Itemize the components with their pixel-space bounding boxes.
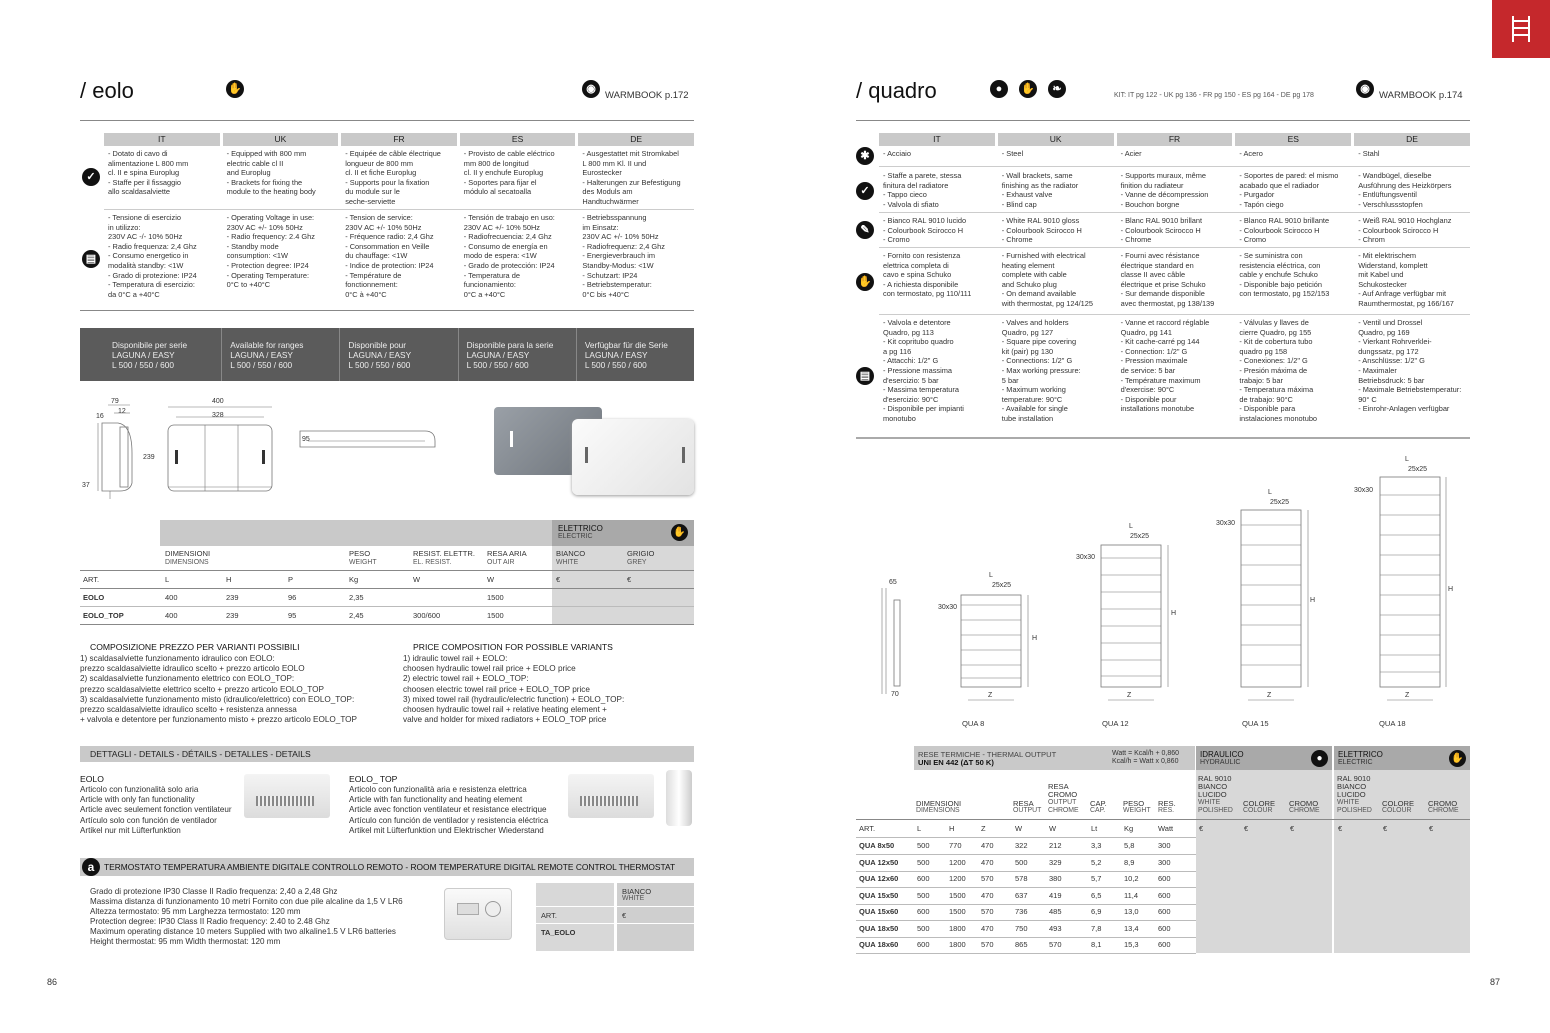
palette-icon: ✎ [856,221,874,239]
eolo-grey-led [510,431,513,447]
spec-text: - Tensione di esercizio in utilizzo: 230V AC -/- 10% 50Hz - Radio frequenza: 2,4 Ghz - Consumo energetico in modalità standby: <1W - Grado di protezione: IP24 - Temperatura di esercizio: da 0°C a +40°C [108,213,197,299]
spec-text: - Staffe a parete, stessa finitura del radiatore - Tappo cieco - Valvola di sfiato [883,171,962,209]
dim-95: 95 [302,436,310,443]
cell-value: 7,8 [1091,923,1102,933]
table-row: EOLO_TOP 400 239 95 2,45 300/600 1500 [83,611,504,620]
thermo-table-right [617,883,694,951]
dim-h: H [1310,597,1316,604]
cell-value: 600 [917,907,930,916]
cell-value: Lt [1091,824,1098,833]
electric-label: ELECTRIC [1338,759,1373,766]
dim-l: L [989,572,993,579]
cell-value: € [1383,824,1388,833]
dim-79: 79 [111,398,119,405]
cell-value: Kg [1124,824,1134,833]
spec-text: - Tension de service: 230V AC +/- 10% 50Hz - Fréquence radio: 2,4 Ghz - Consommation en Veille du chauffage: <1W - Indice de protection: IP24 - Température de fonctionnement: 0°C à +40°C [345,213,434,299]
eolo-white-led [682,447,685,463]
cell-value: 865 [1015,940,1028,949]
eolotop-detail-photo [568,774,654,818]
colour-hydraulic: COLOUR [1243,807,1273,814]
cell-value: 6,9 [1091,907,1102,916]
dim-h: H [1448,586,1454,593]
thermal-output-band [914,746,1195,770]
specs-block-1 [104,149,694,207]
col-cap-sub: CAP. [1090,807,1106,814]
thermo-bianco: BIANCO [622,887,652,896]
qua15-label: QUA 15 [1242,719,1269,728]
page-number-right: 87 [1490,977,1501,987]
dim-25x25: 25x25 [992,582,1012,589]
row-label: ART. [859,824,876,833]
qua18-label: QUA 18 [1379,719,1406,728]
cell-value: 570 [981,874,994,883]
cell-value: 15,3 [1124,940,1139,949]
cell-value: 600 [917,874,930,883]
dim-25x25: 25x25 [1408,466,1428,473]
cell-value: Watt [1158,824,1174,833]
spec-text: - Ventil und Drossel Quadro, pg 169 - Vierkant Rohrverklei- dungssatz, pg 172 - Anschlüsse: 1/2" G - Maximaler Betriebsdruck: 5 bar - Maximale Betriebstemperatur: 90° C - Einrohr-Anlagen verfügbar [1358,318,1462,414]
spec-text: - Provisto de cable eléctrico mm 800 de longitud cl. II y enchufe Europlug - Soportes para fijar el módulo al secatoalla [463,149,555,197]
cell-value: 5,8 [1124,841,1135,850]
cell-value: L [917,824,922,833]
col-resa: RESA [1013,799,1034,808]
spec-text: - Vanne et raccord réglable Quadro, pg 141 - Kit cache-carré pg 144 - Connection: 1/2" G - Pression maximale de service: 5 bar - Température maximum d'exercise: 90°C - Disponible pour installations monotube [1120,318,1210,414]
spec-text: - Tensión de trabajo en uso: 230V AC +/- 10% 50Hz - Radiofrecuencia: 2,4 Ghz - Consumo de energía en modo de espera: <1W - Grado de protección: IP24 - Temperatura de funcionamiento: 0°C a +40°C [463,213,555,299]
cell-value: 500 [917,890,930,900]
white-polished-hydraulic: WHITE POLISHED [1198,799,1233,814]
lang-header-de: DE [578,133,694,146]
uni-standard: UNI EN 442 (ΔT 50 K) [918,758,994,767]
dim-z: Z [1127,692,1132,699]
spec-text: - Equipée de câble électrique longueur de 800 mm cl. II et fiche Europlug - Supports pour la fixation du module sur le seche-serviette [345,149,441,206]
qua12-label: QUA 12 [1102,719,1129,728]
cell-value: 500 [917,857,930,867]
eolotop-detail-title: EOLO_ TOP [349,774,398,784]
dim-l: L [1129,523,1133,530]
table-row [856,921,1470,937]
cell-value: 600 [1158,907,1171,916]
cell-value: 1500 [949,907,966,916]
colour-electric: COLOUR [1382,807,1412,814]
table-row [856,871,1470,887]
cell-value: 500 [1015,857,1028,867]
lang-header-fr: FR [341,133,457,146]
dim-239: 239 [143,454,155,461]
availability-text: Disponible para la serie LAGUNA / EASY L 500 / 550 / 600 [459,328,577,381]
cell-value: 419 [1049,890,1062,900]
spec-text: - Mit elektrischem Widerstand, komplett mit Kabel und Schukostecker - Auf Anfrage verfügbar mit Raumthermostat, pg 166/167 [1358,251,1454,308]
cell-value: 300 [1158,841,1171,850]
col-resist: RESIST. ELETTR. EL. RESIST. [413,549,476,566]
cell-value: 1800 [949,940,966,949]
spec-text: - Fourni avec résistance électrique standard en classe II avec câble électrique et prise Schuko - Sur demande disponible avec thermostat, pg 138/139 [1120,251,1215,308]
cell-value: 600 [1158,874,1171,883]
cell-value: 600 [1158,923,1171,933]
cell-value: 470 [981,857,994,867]
dim-12: 12 [118,408,126,415]
lang-header-es: ES [1235,133,1351,146]
dim-65: 65 [889,579,897,586]
watt-conversion: Watt = Kcal/h + 0,860 [1112,750,1180,757]
water-drop-icon: ● [990,80,1008,98]
hydraulic-label: HYDRAULIC [1200,759,1241,766]
dim-30x30: 30x30 [1076,554,1096,561]
water-drop-icon: ● [1311,750,1328,767]
lang-header-it: IT [879,133,995,146]
cell-value: 770 [949,841,962,850]
cell-value: € [1244,824,1249,833]
spec-text: - Blanc RAL 9010 brillant - Colourbook Scirocco H - Chrome [1120,216,1203,245]
spec-text: - Fornito con resistenza elettrica completa di cavo e spina Schuko - A richiesta disponibile con termostato, pg 110/111 [883,251,972,299]
spec-text: - Supports muraux, même finition du radiateur - Vanne de décompression - Bouchon borgne [1120,171,1209,209]
col-grigio: GRIGIO GREY [627,549,655,566]
book-icon: ▤ [856,367,874,385]
composition-it-title: COMPOSIZIONE PREZZO PER VARIANTI POSSIBILI [90,642,300,652]
cell-value: 8,1 [1091,940,1102,949]
elettrico-header [552,520,694,546]
thermostat-title: TERMOSTATO TEMPERATURA AMBIENTE DIGITALE CONTROLLO REMOTO - ROOM TEMPERATURE DIGITAL REMOTE CONTROL THERMOSTAT [104,862,676,872]
colore-electric: COLORE [1382,799,1415,808]
cromo-hydraulic: CROMO [1289,799,1319,808]
dim-30x30: 30x30 [1216,520,1236,527]
quadro-title: / quadro [856,78,937,103]
row-label: QUA 18x60 [859,940,899,949]
dim-400: 400 [212,398,224,405]
qua8-drawing [961,595,1028,700]
kcal-conversion: Kcal/h = Watt x 0,860 [1112,758,1179,765]
cell-value: 300 [1158,857,1171,867]
col-weight: WEIGHT [1123,807,1151,814]
cell-value: 5,7 [1091,874,1102,883]
lang-header-it: IT [104,133,220,146]
cell-value: 6,5 [1091,890,1102,900]
electric-label: ELECTRIC [558,533,593,540]
electric-hand-icon: ✋ [1449,750,1466,767]
dim-328: 328 [212,412,224,419]
cromo-electric: CROMO [1428,799,1458,808]
col-dimensions: DIMENSIONS [916,807,960,814]
table-row [856,937,1470,953]
dim-16: 16 [96,413,104,420]
spec-text: - Acciaio [883,149,911,158]
spec-text: - Steel [1001,149,1024,158]
check-icon: ✓ [82,168,100,186]
cell-value: 212 [1049,841,1062,850]
cell-value: H [949,824,955,833]
warmbook-link[interactable]: WARMBOOK p.174 [1379,90,1463,101]
dim-l: L [1405,456,1409,463]
dim-z: Z [988,692,993,699]
warmbook-link[interactable]: WARMBOOK p.172 [605,90,689,101]
dim-h: H [1032,635,1038,642]
white-polished-electric: WHITE POLISHED [1337,799,1372,814]
eolo-table-band [160,520,552,546]
col-dimensioni: DIMENSIONI DIMENSIONS [165,549,211,566]
spec-text: - Weiß RAL 9010 Hochglanz - Colourbook Scirocco H - Chrom [1358,216,1452,245]
cell-value: 600 [917,940,930,949]
eolo-technical-drawing [80,395,480,505]
lang-header-fr: FR [1117,133,1233,146]
thermo-art: ART. [541,911,557,920]
lang-header-de: DE [1354,133,1470,146]
dim-30x30: 30x30 [1354,487,1374,494]
page-number-left: 86 [47,977,58,987]
eolotop-detail-text: Articolo con funzionalità aria e resistenza elettrica Article with fan functionality and heating element Article avec fonction ventilateur et resistance electrique Artículo con función de ventilador y resistencia eléctrica Artikel mit Lüfterfunktion und Elektrischer Wiederstand [349,785,549,835]
cell-value: 736 [1015,907,1028,916]
book-icon: ▤ [82,250,100,268]
row-label: QUA 8x50 [859,841,895,850]
check-icon: ✓ [856,182,874,200]
units-row [856,821,1470,837]
cell-value: 1500 [949,890,966,900]
availability-text: Verfügbar für die Serie LAGUNA / EASY L 500 / 550 / 600 [584,340,668,370]
cell-value: Z [981,824,986,833]
cell-value: 578 [1015,874,1028,883]
spec-text: - Dotato di cavo di alimentazione L 800 mm cl. II e spina Europlug - Staffe per il fissaggio allo scaldasalviette [108,149,189,197]
availability-text: Available for ranges LAGUNA / EASY L 500 / 550 / 600 [222,328,340,381]
cell-value: 493 [1049,923,1062,933]
spec-text: - Se suministra con resistencia eléctrica, con cable y enchufe Schuko - Disponible bajo petición con termostato, pg 152/153 [1239,251,1330,299]
row-label: QUA 18x50 [859,923,899,933]
colore-hydraulic: COLORE [1243,799,1276,808]
availability-text: Disponibile per serie LAGUNA / EASY L 500 / 550 / 600 [104,328,222,381]
spec-text: - Soportes de pared: el mismo acabado que el radiador - Purgador - Tapón ciego [1239,171,1339,209]
col-resa-aria: RESA ARIA OUT AIR [487,549,527,566]
row-label: QUA 15x50 [859,890,899,900]
spec-text: - Valvola e detentore Quadro, pg 113 - Kit copritubo quadro a pg 116 - Attacchi: 1/2" G - Pressione massima d'esercizio: 5 bar - Massima temperatura d'esercizio: 90°C - Disponibile per impianti monotubo [883,318,964,423]
spec-text: - Bianco RAL 9010 lucido - Colourbook Scirocco H - Cromo [883,216,967,245]
eolo-detail-photo [244,774,330,818]
thermo-white: WHITE [622,895,645,902]
dim-30x30: 30x30 [938,604,958,611]
col-output: OUTPUT [1013,807,1042,814]
cell-value: 750 [1015,923,1028,933]
quadro-technical-drawings [856,450,1470,740]
cell-value: 13,0 [1124,907,1139,916]
spec-row-finishes [879,216,1470,245]
row-label: QUA 12x50 [859,857,899,867]
dim-z: Z [1267,692,1272,699]
idraulico-header [1196,746,1332,770]
leaf-icon: ❧ [1048,80,1066,98]
category-tab [1492,0,1550,58]
letter-a-icon: a [82,858,100,876]
lang-header-es: ES [460,133,576,146]
lang-header-row [879,133,1470,146]
cell-value: € [1199,824,1204,833]
cell-value: 600 [1158,940,1171,949]
row-label: QUA 12x60 [859,874,899,883]
cell-value: 600 [1158,890,1171,900]
cell-value: 380 [1049,874,1062,883]
cell-value: € [1290,824,1295,833]
cell-value: 11,4 [1124,890,1139,900]
spec-text: - Wall brackets, same finishing as the radiator - Exhaust valve - Blind cap [1001,171,1079,209]
col-peso: PESO [1123,799,1145,808]
cell-value: 570 [981,907,994,916]
hand-icon: ✋ [226,80,244,98]
cell-value: 1200 [949,874,966,883]
lang-header-uk: UK [998,133,1114,146]
qua8-label: QUA 8 [962,719,985,728]
chrome-electric: CHROME [1428,807,1459,814]
kit-reference: KIT: IT pg 122 - UK pg 136 - FR pg 150 - ES pg 164 - DE pg 178 [1114,92,1314,99]
spec-text: - Betriebsspannung im Einsatz: 230V AC +/- 10% 50Hz - Radiofrequenz: 2,4 Ghz - Energieverbrauch im Standby-Modus: <1W - Schutzart: IP24 - Betriebstemperatur: 0°C bis +40°C [582,213,665,299]
electric-hand-icon: ✋ [856,273,874,291]
dim-l: L [1268,489,1272,496]
ral-bianco-electric: RAL 9010 BIANCO LUCIDO [1337,774,1371,799]
cell-value: 13,4 [1124,923,1139,933]
cell-value: 8,9 [1124,857,1135,867]
elettrico-header [1334,746,1470,770]
col-bianco: BIANCO WHITE [556,549,586,566]
cell-value: 3,3 [1091,841,1102,850]
spec-text: - Acero [1239,149,1263,158]
spec-text: - Operating Voltage in use: 230V AC +/- 10% 50Hz - Radio frequency: 2.4 Ghz - Standby mode consumption: <1W - Protection degree: IP24 - Operating Temperature: 0°C to +40°C [226,213,315,290]
cell-value: 470 [981,923,994,933]
thermo-euro: € [622,911,627,920]
spec-text: - Valves and holders Quadro, pg 127 - Square pipe covering kit (pair) pg 130 - Connections: 1/2" G - Max working pressure: 5 bar - Maximum working temperature: 90°C - Available for single tube installation [1001,318,1081,423]
table-row [856,855,1470,871]
cell-value: € [1338,824,1343,833]
eolo-title: / eolo [80,78,134,103]
camera-icon: ◉ [582,80,600,98]
cell-value: 329 [1049,857,1062,867]
table-row [856,888,1470,904]
qua12-drawing [1101,545,1168,700]
chrome-hydraulic: CHROME [1289,807,1320,814]
cell-value: 500 [917,841,930,850]
ral-bianco-hydraulic: RAL 9010 BIANCO LUCIDO [1198,774,1232,799]
towel-rail-icon [1492,0,1550,58]
thermo-code: TA_EOLO [541,928,576,937]
composition-it-text: 1) scaldasalviette funzionamento idraulico con EOLO: prezzo scaldasalviette idraulico scelto + prezzo articolo EOLO 2) scaldasalviette funzionamento elettrico con EOLO_TOP: prezzo scaldasalviette elettrico scelto + prezzo articolo EOLO_TOP 3) scaldasalviette funzionamento misto (idraulico/elettrico) con EOLO_TOP: prezzo scaldasalviette idraulico scelto + resistenza annessa + valvola e detentore per funzionamento misto + prezzo articolo EOLO_TOP [80,654,358,725]
spec-row-material [879,149,1470,159]
cell-value: 570 [1049,940,1062,949]
dim-h: H [1171,610,1177,617]
spec-text: - Wandbügel, dieselbe Ausführung des Heizkörpers - Entlüftungsventil - Verschlussstopfen [1358,171,1452,209]
thermal-output-title: RESE TERMICHE - THERMAL OUTPUT [918,750,1057,759]
dim-25x25: 25x25 [1130,533,1150,540]
thermostat-text: Grado di protezione IP30 Classe II Radio frequenza: 2,40 a 2,48 Ghz Massima distanza di funzionamento 10 metri Fornito con due pile alcaline da 1,5 V LR6 Altezza termostato: 95 mm Larghezza termostato: 120 mm Protection degree: IP30 Class II Radio frequency: 2.40 to 2.48 Ghz Maximum operating distance 10 meters Supplied with two alkaline1.5 V LR6 batteries Height thermostat: 95 mm Width thermostat: 120 mm [90,887,403,947]
spec-row-electric [879,251,1470,309]
lang-header-uk: UK [223,133,339,146]
heating-element-photo [666,770,692,826]
qua18-drawing [1380,477,1446,700]
cell-value: 10,2 [1124,874,1139,883]
eolo-detail-title: EOLO [80,774,104,784]
details-bar [80,746,694,762]
spec-text: - Blanco RAL 9010 brillante - Colourbook Scirocco H - Cromo [1239,216,1330,245]
cell-value: 500 [917,923,930,933]
spec-row-accessories [879,171,1470,209]
cell-value: 1800 [949,923,966,933]
cell-value: W [1049,824,1057,833]
steel-icon: ✱ [856,147,874,165]
elettrico-label: ELETTRICO [1338,750,1383,759]
cell-value: 470 [981,890,994,900]
table-row [856,904,1470,920]
dim-25x25: 25x25 [1270,499,1290,506]
availability-box [80,328,694,381]
idraulico-label: IDRAULICO [1200,750,1244,759]
composition-en-title: PRICE COMPOSITION FOR POSSIBLE VARIANTS [413,642,613,652]
availability-text: Disponible pour LAGUNA / EASY L 500 / 550 / 600 [340,328,458,381]
spec-text: - Stahl [1358,149,1380,158]
spec-text: - Acier [1120,149,1142,158]
spec-text: - Ausgestattet mit Stromkabel L 800 mm Kl. II und Eurostecker - Halterungen zur Befestigung des Moduls am Handtuchwärmer [582,149,681,206]
cell-value: 5,2 [1091,857,1102,867]
spec-text: - Equipped with 800 mm electric cable cl II and Europlug - Brackets for fixing the module to the heating body [226,149,316,197]
spec-row-hydraulic [879,318,1470,424]
cell-value: 322 [1015,841,1028,850]
cell-value: 470 [981,841,994,850]
camera-icon: ◉ [1356,80,1374,98]
dim-70: 70 [891,691,899,698]
eolo-detail-text: Articolo con funzionalità solo aria Article with only fan functionality Article avec seulement fonction ventilateur Artículo solo con función de ventilador Artikel nur mit Lüfterfunktion [80,785,232,835]
composition-en-text: 1) idraulic towel rail + EOLO: choosen hydraulic towel rail price + EOLO price 2) electric towel rail + EOLO_TOP: choosen electric towel rail price + EOLO_TOP price 3) mixed towel rail (hydraulic/electric function) + EOLO_TOP: choosen hydraulic towel rail + relative heating element + valve and holder for mixed radiators + EOLO_TOP price [403,654,625,725]
elettrico-label: ELETTRICO [558,524,603,533]
table-row [856,838,1470,854]
col-output-chrome: OUTPUT CHROME [1048,799,1079,814]
col-res: RES. [1158,799,1176,808]
col-dimensioni: DIMENSIONI [916,799,962,808]
spec-text: - Válvulas y llaves de cierre Quadro, pg 155 - Kit de cobertura tubo quadro pg 158 - Conexiones: 1/2" G - Presión máxima de trabajo: 5 bar - Temperatura máxima de trabajo: 90°C - Disponible para instalaciones monotubo [1239,318,1318,423]
col-res-sub: RES. [1158,807,1175,814]
col-cap: CAP. [1090,799,1107,808]
eolo-white-led [585,447,588,463]
cell-value: 637 [1015,890,1028,900]
table-row: EOLO 400 239 96 2,35 1500 [83,593,504,602]
spec-text: - Furnished with electrical heating element complete with cable and Schuko plug - On demand available with thermostat, pg 124/125 [1001,251,1094,308]
hand-icon: ✋ [1019,80,1037,98]
cell-value: W [1015,824,1023,833]
cell-value: 1200 [949,857,966,867]
spec-text: - White RAL 9010 gloss - Colourbook Scirocco H - Chrome [1001,216,1082,245]
cell-value: € [1429,824,1434,833]
cell-value: 485 [1049,907,1062,916]
dim-37: 37 [82,482,90,489]
thermostat-photo [444,888,512,940]
lang-header-row [104,133,694,146]
thermostat-bar [80,858,694,876]
specs-block-2 [104,213,694,299]
eolo-white-photo [572,419,694,495]
dim-z: Z [1405,692,1410,699]
details-title: DETTAGLI - DETAILS - DÉTAILS - DETALLES - DETAILS [90,749,311,759]
col-resa-cromo: RESA CROMO [1048,782,1078,799]
row-label: QUA 15x60 [859,907,899,916]
electric-plug-icon: ✋ [671,524,688,541]
col-peso: PESO WEIGHT [349,549,377,566]
qua15-drawing [1241,510,1308,700]
cell-value: 570 [981,940,994,949]
